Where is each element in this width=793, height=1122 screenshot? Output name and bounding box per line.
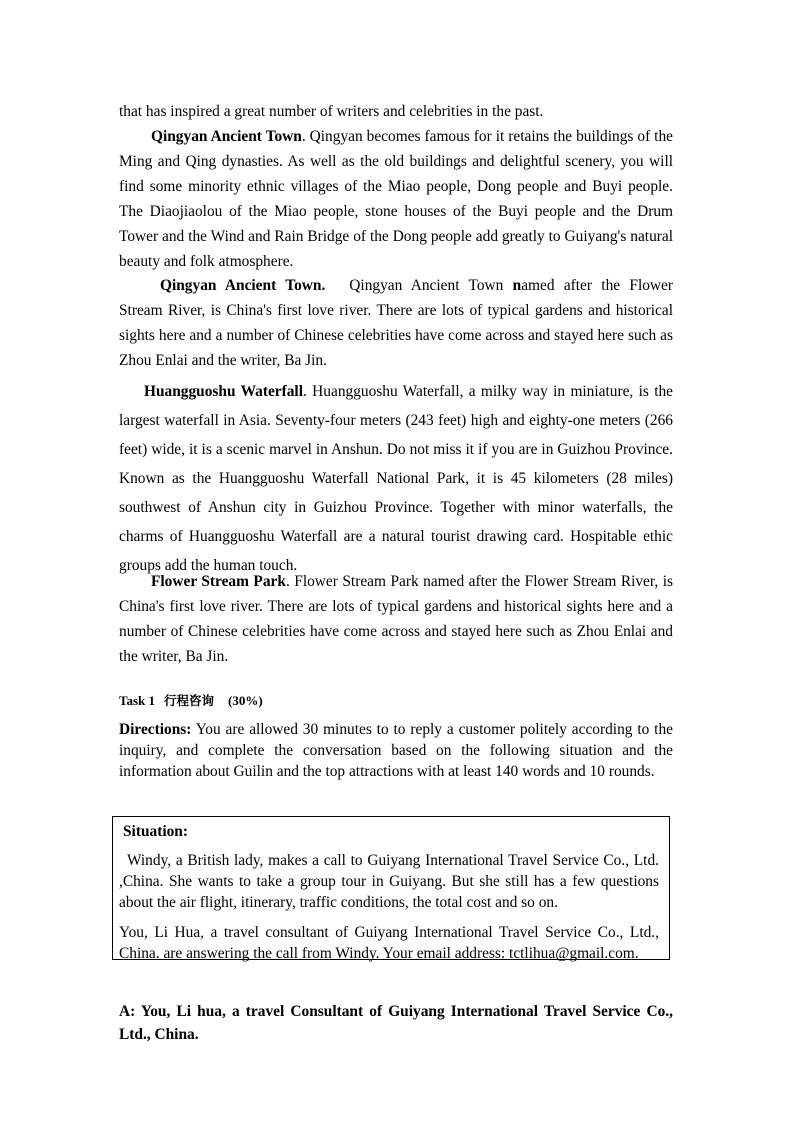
paragraph-heading: Flower Stream Park	[151, 573, 286, 590]
paragraph-text: Qingyan Ancient Town	[349, 277, 513, 294]
paragraph-text: amed after the Flower Stream River, is China's first love river. There are lots of typical gardens and historical sights here and a number of Chinese celebrities have come across and stayed here such as Zhou Enlai and the writer, Ba Jin.	[119, 277, 674, 369]
situation-paragraph-2: You, Li Hua, a travel consultant of Guiyang International Travel Service Co., Ltd., China. are answering the call from Windy. Your email address: tctlihua@gmail.com.	[119, 924, 659, 962]
paragraph-flower-stream-park	[119, 569, 673, 669]
situation-title: Situation:	[123, 823, 188, 840]
paragraph-qingyan-ancient-town	[119, 124, 673, 274]
paragraph-continuation	[119, 99, 673, 124]
role-a-heading: A: You, Li hua, a travel Consultant of Guiyang International Travel Service Co., Ltd., China.	[119, 1003, 673, 1044]
directions-text: You are allowed 30 minutes to to reply a customer politely according to the inquiry, and complete the conversation based on the following situation and the information about Guilin and the top attractions with at least 140 words and 10 rounds.	[119, 721, 673, 780]
paragraph-text: . Flower Stream Park named after the Flower Stream River, is China's first love river. There are lots of typical gardens and historical sights here and a number of Chinese celebrities have come across and stayed here such as Zhou Enlai and the writer, Ba Jin.	[119, 573, 674, 665]
task-heading	[119, 691, 673, 711]
paragraph-text: . Qingyan becomes famous for it retains the buildings of the Ming and Qing dynasties. As well as the old buildings and delightful scenery, you will find some minority ethnic villages of the Miao people, Dong people and Buyi people. The Diaojiaolou of the Miao people, stone houses of the Buyi people and the Drum Tower and the Wind and Rain Bridge of the Dong people add greatly to Guiyang's natural beauty and folk atmosphere.	[119, 128, 673, 270]
situation-paragraph-1: Windy, a British lady, makes a call to Guiyang International Travel Service Co., Ltd. ,China. She wants to take a group tour in Guiyang. But she still has a few questions about the air flight, itinerary, traffic conditions, the total cost and so on.	[119, 852, 659, 911]
paragraph-qingyan-ancient-town-2	[119, 273, 673, 373]
paragraph-heading: Qingyan Ancient Town	[151, 128, 302, 145]
paragraph-bold-letter: n	[512, 277, 522, 294]
paragraph-text: that has inspired a great number of writers and celebrities in the past.	[119, 103, 544, 120]
task-label: Task 1	[119, 693, 156, 708]
paragraph-huangguoshu-waterfall	[119, 377, 673, 580]
directions-label: Directions:	[119, 721, 192, 738]
paragraph-heading: Qingyan Ancient Town.	[160, 277, 326, 294]
paragraph-text: . Huangguoshu Waterfall, a milky way in miniature, is the largest waterfall in Asia. Seventy-four meters (243 feet) high and eighty-one meters (266 feet) wide, it is a scenic marvel in Anshun. Do not miss it if you are in Guizhou Province. Known as the Huangguoshu Waterfall National Park, it is 45 kilometers (28 miles) southwest of Anshun city in Guizhou Province. Together with minor waterfalls, the charms of Huangguoshu Waterfall are a natural tourist drawing card. Hospitable ethic groups add the human touch.	[119, 383, 673, 574]
task-title-chinese: 行程咨询	[164, 693, 215, 708]
task-percent: (30%)	[228, 693, 263, 708]
directions-paragraph	[119, 719, 673, 782]
paragraph-heading: Huangguoshu Waterfall	[144, 383, 303, 400]
situation-box	[112, 816, 670, 960]
